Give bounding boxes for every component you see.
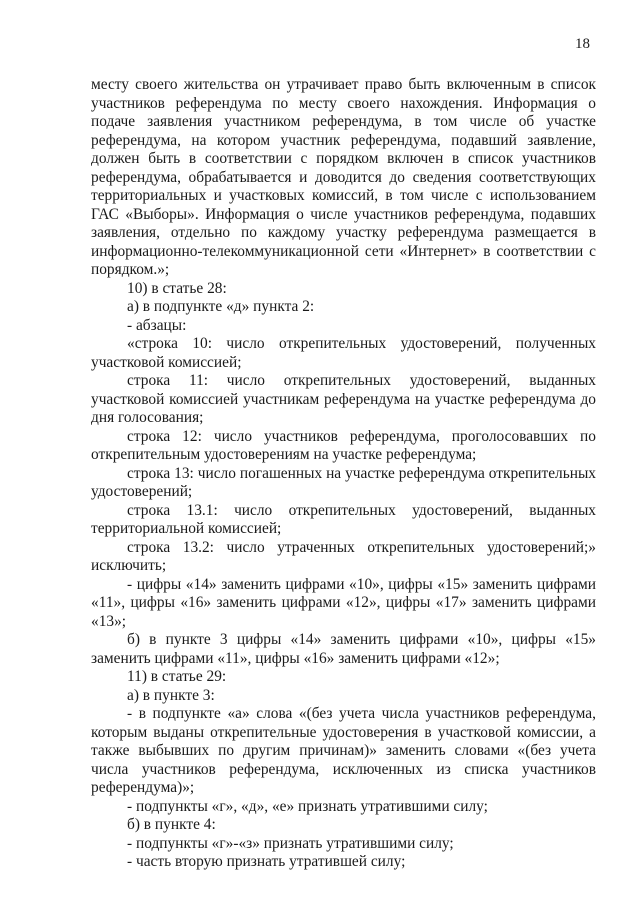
paragraph: строка 11: число открепительных удостоверений, выданных участковой комиссией участникам референдума на участке референдума до дня голосования; (91, 372, 596, 426)
paragraph: а) в пункте 3: (127, 686, 215, 704)
paragraph: - часть вторую признать утратившей силу; (127, 853, 406, 870)
page-number: 18 (575, 36, 590, 52)
paragraph: строка 13.1: число открепительных удостоверений, выданных территориальной комиссией; (91, 501, 596, 537)
paragraph: б) в пункте 4: (127, 816, 216, 833)
paragraph: 11) в статье 29: (127, 668, 227, 685)
paragraph: строка 13: число погашенных на участке референдума открепительных удостоверений; (91, 464, 596, 500)
paragraph: - в подпункте «а» слова «(без учета числа участников референдума, которым выданы открепительные удостоверения в участковой комиссии, а также выбывших по другим причинам)» заменить словами «(без учета числа участников референдума, исключенных из списка участников референдума)»; (91, 705, 596, 796)
paragraph: строка 13.2: число утраченных открепительных удостоверений;» исключить; (91, 538, 596, 574)
paragraph: месту своего жительства он утрачивает право быть включенным в список участников референдума по месту своего нахождения. Информация о подаче заявления участником референдума, в том числе об участке референдума, на котором участник референдума, подавший заявление, должен быть в соответствии с порядком включен в список участников референдума, обрабатывается и доводится до сведения соответствующих территориальных и участковых комиссий, в том числе с использованием ГАС «Выборы». Информация о числе участников референдума, подавших заявления, отдельно по каждому участку референдума размещается в информационно-телекоммуникационной сети «Интернет» в соответствии с порядком.»; (91, 76, 596, 278)
document-body (91, 76, 596, 872)
paragraph: 10) в статье 28: (127, 279, 227, 297)
paragraph: - подпункты «г»-«з» признать утратившими силу; (127, 834, 454, 852)
paragraph: - подпункты «г», «д», «е» признать утратившими силу; (127, 797, 488, 815)
paragraph: а) в подпункте «д» пункта 2: (127, 298, 315, 315)
paragraph: - абзацы: (127, 316, 187, 334)
paragraph: строка 12: число участников референдума, проголосовавших по открепительным удостоверениям на участке референдума; (91, 427, 596, 463)
paragraph: - цифры «14» заменить цифрами «10», цифры «15» заменить цифрами «11», цифры «16» заменить цифрами «12», цифры «17» заменить цифрами «13»; (91, 575, 596, 630)
paragraph: «строка 10: число открепительных удостоверений, полученных участковой комиссией; (91, 335, 596, 371)
paragraph: б) в пункте 3 цифры «14» заменить цифрами «10», цифры «15» заменить цифрами «11», цифры «16» заменить цифрами «12»; (91, 631, 596, 667)
